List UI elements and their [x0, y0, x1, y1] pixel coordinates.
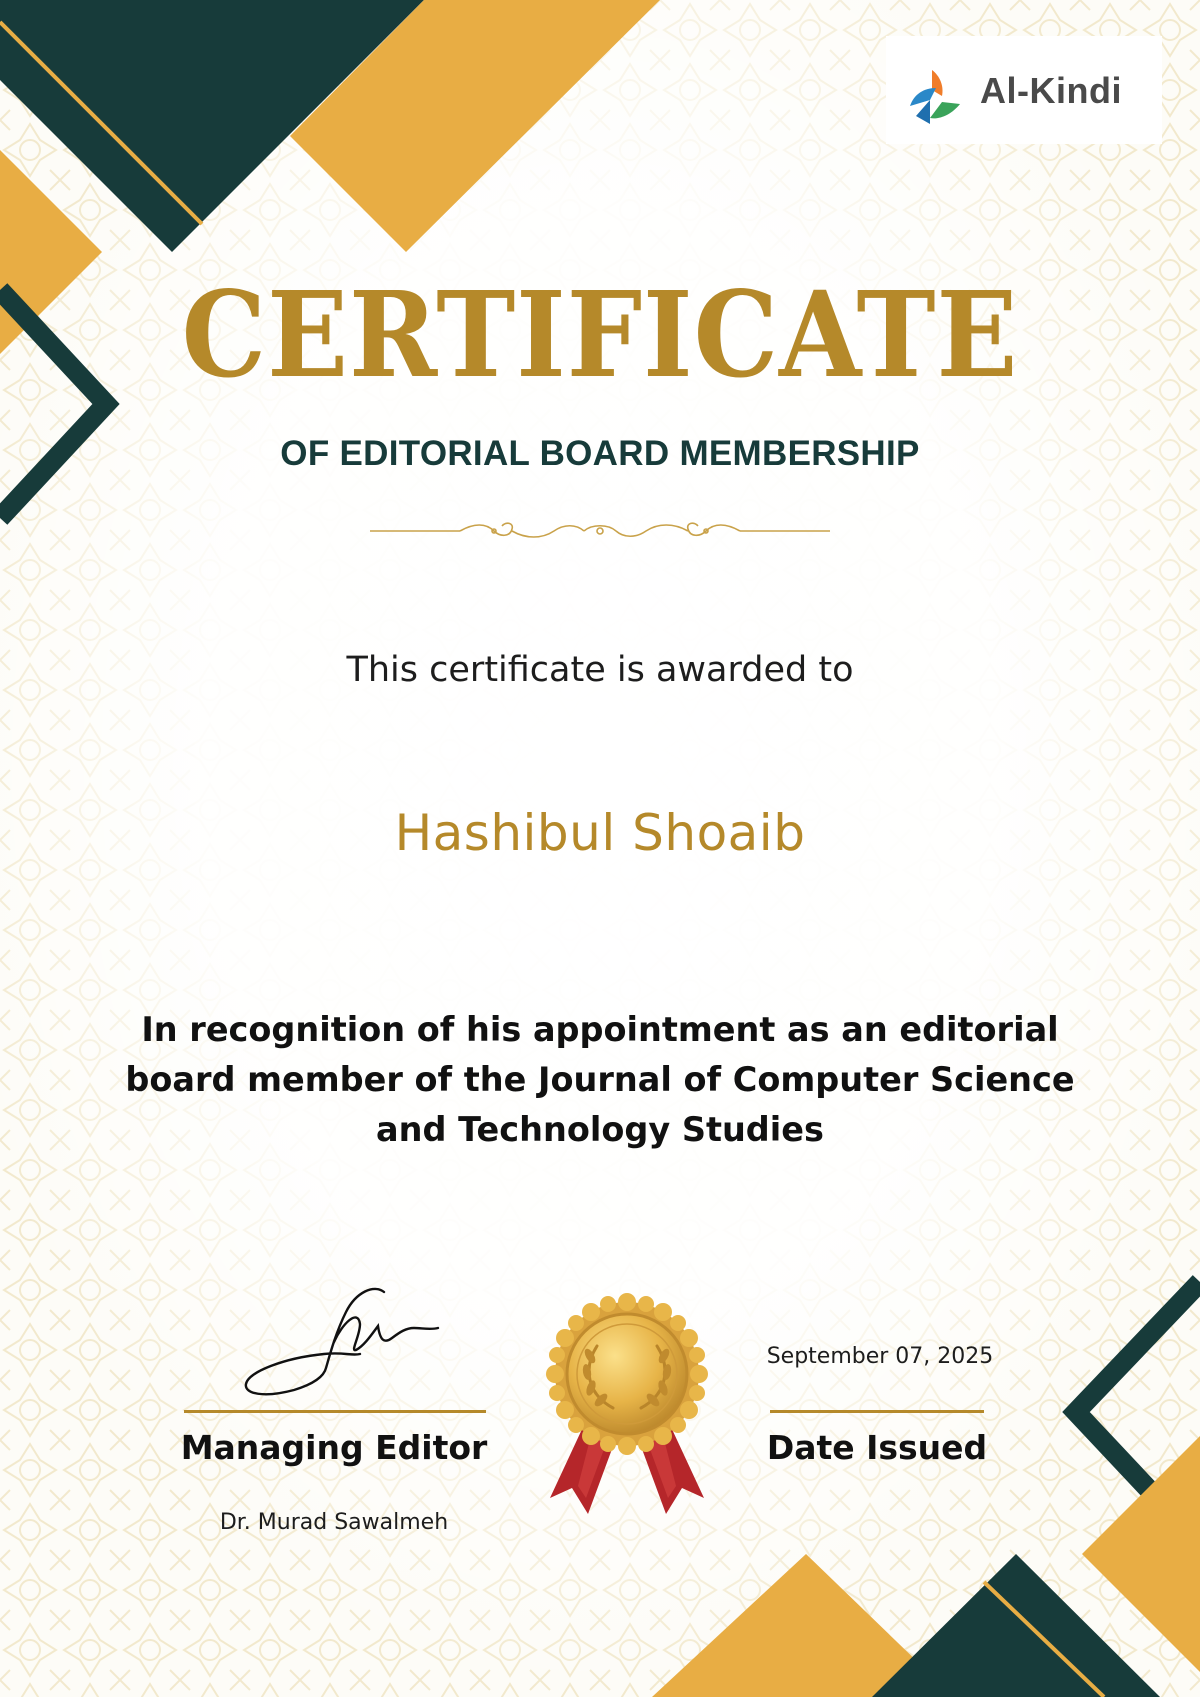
- logo-text: Al-Kindi: [980, 70, 1122, 111]
- date-line: [770, 1410, 984, 1413]
- logo: [886, 36, 1162, 144]
- al-kindi-logo-icon: [906, 66, 972, 126]
- recognition-statement: In recognition of his appointment as an editorial board member of the Journal of Computer Science and Technology Studies: [125, 1010, 1075, 1149]
- date-issued-label: Date Issued: [766, 1428, 988, 1467]
- certificate-subtitle: OF EDITORIAL BOARD MEMBERSHIP: [280, 434, 920, 473]
- signatory-name: Dr. Murad Sawalmeh: [219, 1510, 449, 1535]
- signature-line: [184, 1410, 486, 1413]
- issue-date: September 07, 2025: [766, 1344, 994, 1369]
- certificate-title: CERTIFICATE: [181, 265, 1019, 404]
- recipient-name: Hashibul Shoaib: [394, 804, 806, 862]
- award-medal-icon: [544, 1292, 710, 1528]
- ornament-divider-icon: [370, 514, 830, 548]
- awarded-text: This certificate is awarded to: [346, 650, 854, 690]
- signatory-title: Managing Editor: [180, 1428, 488, 1467]
- handwritten-signature-icon: [234, 1284, 464, 1404]
